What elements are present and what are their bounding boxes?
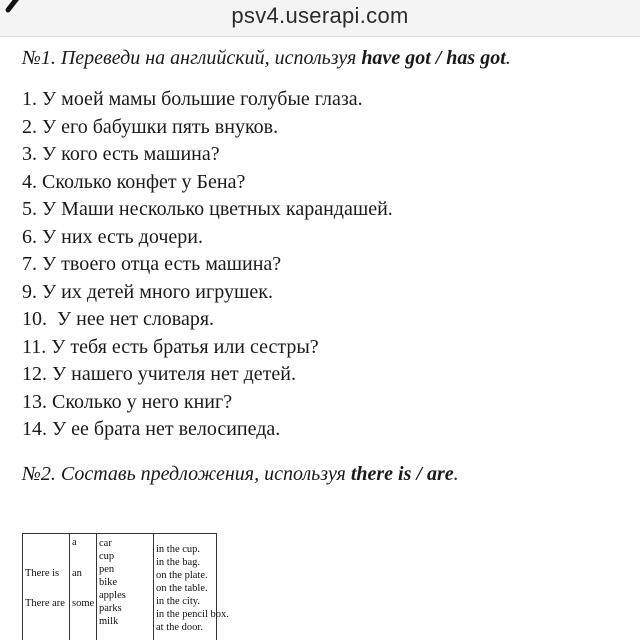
table-cell: an	[72, 568, 82, 579]
table-column-place	[154, 534, 229, 640]
table-column-noun	[97, 534, 154, 640]
document-content	[22, 44, 622, 488]
browser-top-bar	[0, 0, 640, 37]
table-cell: milk	[99, 616, 119, 627]
table-cell: parks	[99, 603, 122, 614]
sentence-item: 4. Сколько конфет у Бена?	[22, 170, 246, 193]
table-cell: cup	[99, 551, 115, 562]
table-cell: at the door.	[156, 622, 203, 633]
table-cell: a	[72, 537, 77, 548]
task1-heading: №1. Переведи на английский, используя have got / has got.	[22, 47, 511, 69]
table-cell: pen	[99, 564, 115, 575]
table-cell: in the city.	[156, 596, 200, 607]
sentence-item: 14. У ее брата нет велосипеда.	[22, 418, 281, 440]
table-cell: apples	[99, 590, 126, 601]
table-cell: There is	[25, 568, 60, 579]
table-cell: on the plate.	[156, 570, 208, 581]
sentence-item: 12. У нашего учителя нет детей.	[22, 363, 296, 385]
sentence-item: 13. Сколько у него книг?	[22, 390, 233, 413]
sentence-item: 7. У твоего отца есть машина?	[22, 253, 282, 275]
task1-sentence-list	[22, 86, 622, 444]
table-cell: car	[99, 538, 112, 549]
substitution-table	[22, 533, 229, 640]
table-cell: on the table.	[156, 583, 208, 594]
table-cell: some	[72, 598, 95, 609]
sentence-item: 11. У тебя есть братья или сестры?	[22, 335, 319, 358]
table-cell: bike	[99, 577, 118, 588]
task2-heading: №2. Составь предложения, используя there is / are.	[22, 462, 459, 485]
table-cell: There are	[25, 598, 65, 609]
address-url[interactable]: psv4.userapi.com	[231, 3, 409, 28]
sentence-item: 5. У Маши несколько цветных карандашей.	[22, 198, 393, 220]
sentence-item: 2. У его бабушки пять внуков.	[22, 115, 279, 138]
sentence-item: 9. У их детей много игрушек.	[22, 280, 273, 303]
table-column-subject	[23, 534, 70, 640]
sentence-item: 1. У моей мамы большие голубые глаза.	[22, 88, 363, 110]
sentence-item: 3. У кого есть машина?	[22, 143, 220, 165]
table-column-article	[70, 534, 97, 640]
table-cell: in the bag.	[156, 557, 201, 568]
table-cell: in the pencil box.	[156, 609, 229, 620]
sentence-item: 6. У них есть дочери.	[22, 225, 203, 248]
sentence-item: 10. У нее нет словаря.	[22, 308, 215, 330]
table-cell: in the cup.	[156, 544, 201, 555]
